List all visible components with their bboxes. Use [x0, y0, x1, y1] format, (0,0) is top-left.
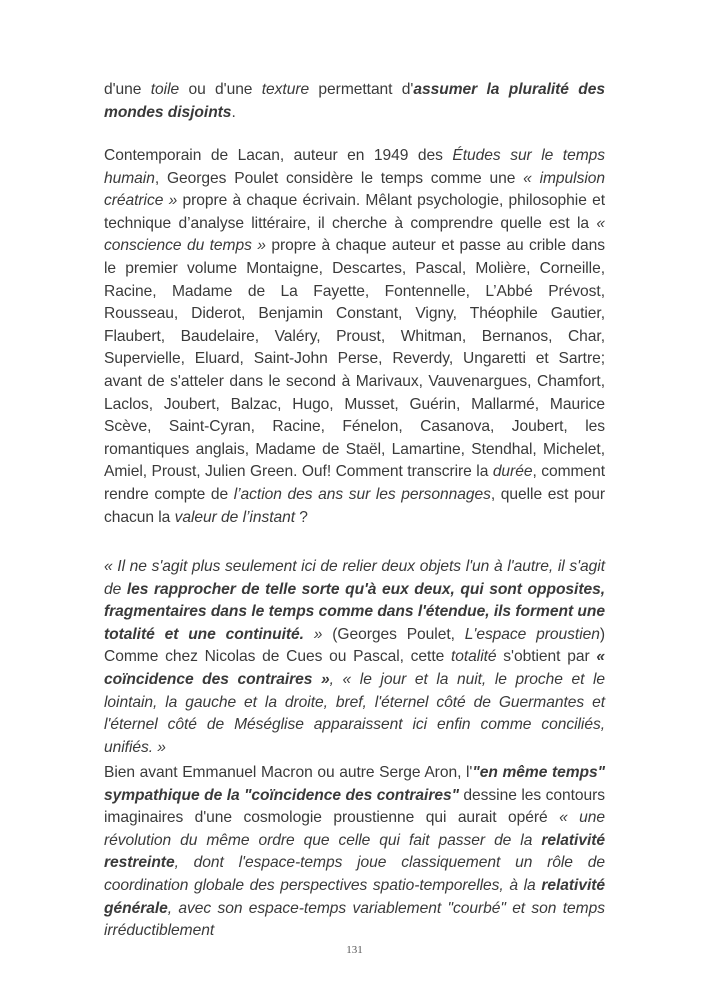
text-run: permettant d' [309, 81, 414, 98]
italic-run: l’action des ans sur les personnages [233, 485, 491, 503]
italic-run: « impulsion créatrice » [104, 169, 605, 210]
italic-run: toile [150, 81, 180, 98]
italic-run: valeur de l’instant [174, 508, 295, 526]
bold-italic-run: "en même temps" sympathique de la "coïncidence des contraires" [104, 764, 606, 804]
bold-italic-run: assumer la pluralité des mondes disjoints [104, 81, 605, 121]
text-run: . [231, 103, 236, 121]
text-run: dessine les contours imaginaires d'une cosmologie proustienne qui aurait opéré [104, 786, 605, 827]
italic-run: , avec son espace-temps variablement "courbé" et son temps irréductiblement [104, 899, 605, 940]
paragraph-1 [104, 79, 605, 124]
text-run: ? [295, 508, 308, 526]
italic-run: , « le jour et la nuit, le proche et le lointain, la gauche et la droite, bref, l'éternel côté de Guermantes et l'éternel côté de Méséglise apparaissent ici enfin comme conciliés, unifiés. » [104, 670, 605, 756]
italic-run: « conscience du temps » [104, 214, 605, 255]
bold-italic-run: relativité générale [104, 876, 605, 917]
text-run: , quelle est pour chacun la [104, 485, 605, 526]
text-run: propre à chaque écrivain. Mêlant psychologie, philosophie et technique d’analyse littéraire, il cherche à comprendre quelle est la [104, 192, 606, 232]
bold-italic-run: « coïncidence des contraires » [104, 648, 605, 688]
paragraph-4 [104, 762, 605, 943]
text-run: Bien avant Emmanuel Macron ou autre Serge Aron, l' [104, 764, 473, 781]
text-run: Contemporain de Lacan, auteur en 1949 des [104, 147, 453, 164]
text-run: ) Comme chez Nicolas de Cues ou Pascal, cette [104, 625, 606, 666]
bold-italic-run: les rapprocher de telle sorte qu'à eux deux, qui sont opposites, fragmentaires dans le temps comme dans l'étendue, ils forment une totalité et une continuité. [104, 580, 606, 643]
italic-run: « une révolution du même ordre que celle qui fait passer de la [104, 809, 605, 849]
text-run: ou d'une [179, 81, 262, 98]
paragraph-3-quote [104, 556, 605, 759]
italic-run: texture [261, 81, 310, 98]
text-run: , comment rendre compte de [104, 463, 605, 503]
text-run: s'obtient par [496, 648, 597, 666]
italic-run: » [303, 625, 333, 643]
italic-run: durée [492, 463, 533, 481]
page-number: 131 [346, 944, 363, 956]
text-run: d'une [104, 81, 151, 98]
italic-run: Études sur le temps humain [104, 147, 606, 187]
paragraph-2 [104, 145, 605, 529]
bold-italic-run: relativité restreinte [104, 831, 605, 872]
italic-run: « Il ne s'agit plus seulement ici de relier deux objets l'un à l'autre, il s'agit de [104, 558, 605, 598]
text-run: (Georges Poulet, [332, 625, 465, 643]
text-run: , Georges Poulet considère le temps comme une [154, 169, 524, 187]
text-run: propre à chaque auteur et passe au crible dans le premier volume Montaigne, Descartes, Pascal, Molière, Corneille, Racine, Madame de La Fayette, Fontennelle, L’Abbé Prévost, Rousseau, Diderot, Benjamin Constant, Vigny, Théophile Gautier, Flaubert, Baudelaire, Valéry, Proust, Whitman, Bernanos, Char, Supervielle, Eluard, Saint-John Perse, Reverdy, Ungaretti et Sartre; avant de s'atteler dans le second à Marivaux, Vauvenargues, Chamfort, Laclos, Joubert, Balzac, Hugo, Musset, Guérin, Mallarmé, Maurice Scève, Saint-Cyran, Racine, Fénelon, Casanova, Joubert, les romantiques anglais, Madame de Staël, Lamartine, Stendhal, Michelet, Amiel, Proust, Julien Green. Ouf! Comment transcrire la [104, 237, 605, 481]
italic-run: totalité [451, 648, 497, 666]
italic-run: L'espace proustien [464, 625, 600, 643]
italic-run: , dont l'espace-temps joue classiquement un rôle de coordination globale des perspectives spatio-temporelles, à la [104, 854, 605, 894]
